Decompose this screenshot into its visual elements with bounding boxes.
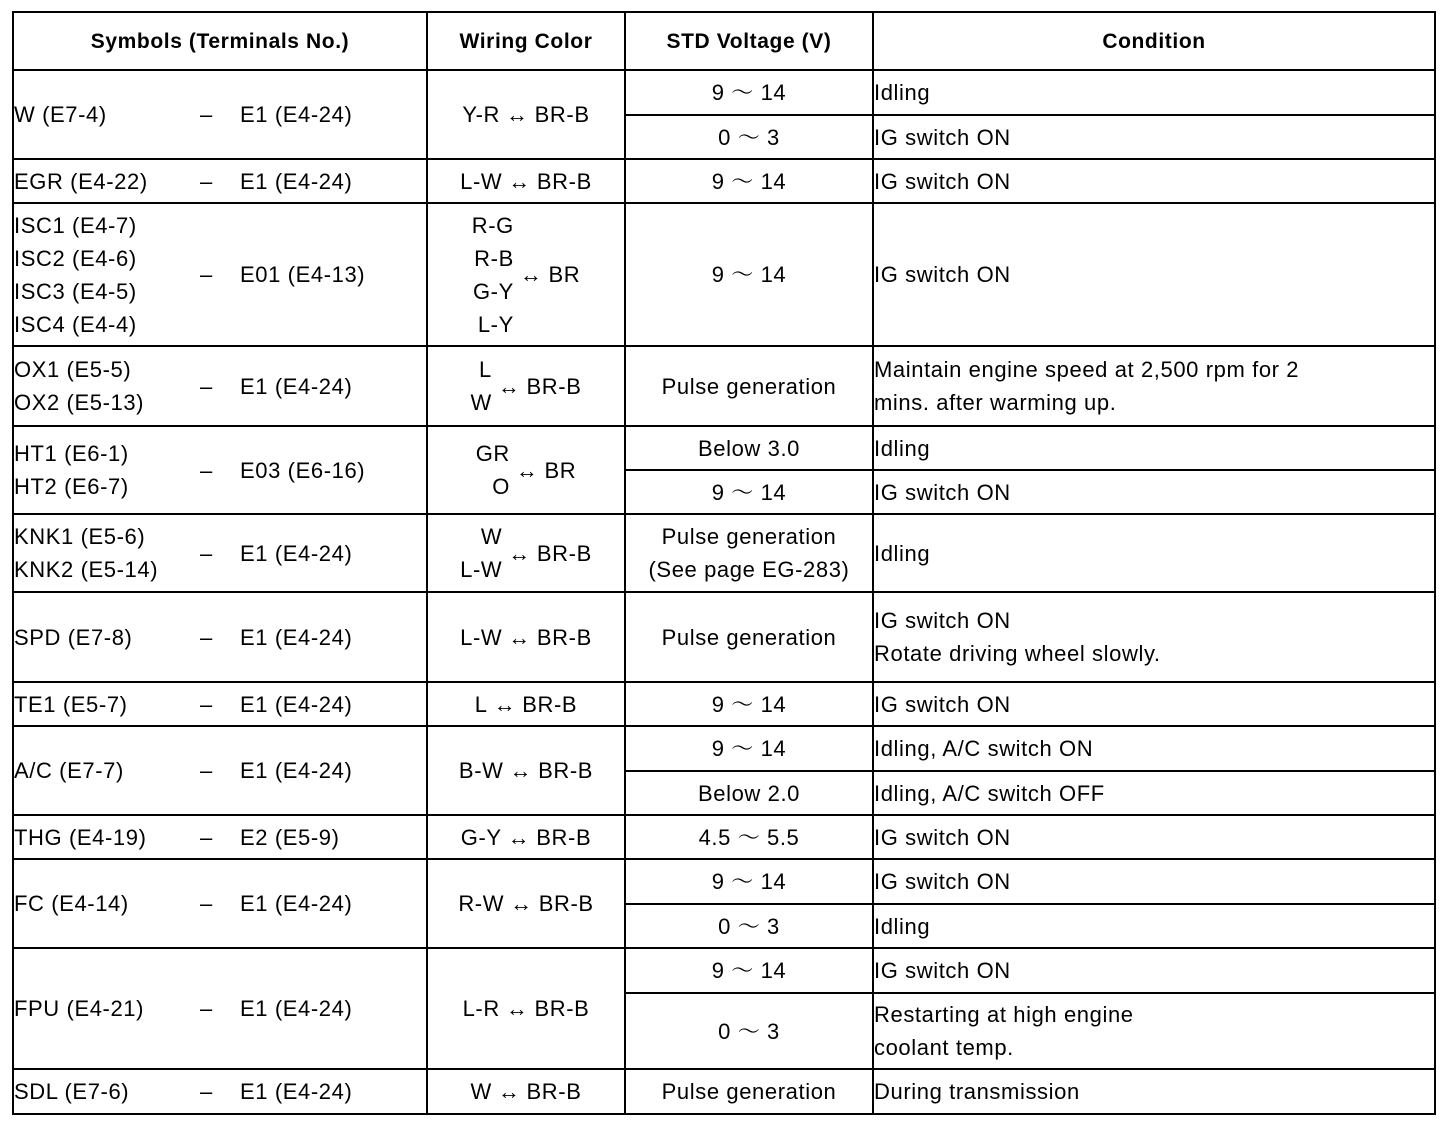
terminal-dash: –	[200, 758, 213, 783]
condition-text: IG switch ON	[874, 262, 1011, 287]
std-voltage-cell	[625, 815, 873, 859]
std-voltage-cell	[625, 159, 873, 203]
ground-terminal: E1 (E4-24)	[240, 996, 353, 1021]
std-voltage-cell	[625, 426, 873, 470]
wiring-color-cell	[427, 70, 625, 159]
wire-colors	[471, 353, 492, 419]
std-voltage-value: 9 ～ 14	[711, 736, 787, 761]
condition-cell	[873, 771, 1435, 815]
std-voltage-cell	[625, 948, 873, 993]
std-voltage-value: (See page EG-283)	[648, 557, 850, 582]
terminal-pair	[14, 992, 426, 1025]
terminal-dash: –	[200, 102, 213, 127]
condition-cell	[873, 726, 1435, 771]
terminal-dash: –	[200, 691, 213, 717]
condition-cell	[873, 426, 1435, 470]
table-row	[13, 682, 1435, 726]
std-voltage-cell	[625, 904, 873, 948]
table-row	[13, 859, 1435, 904]
ground-terminal: E1 (E4-24)	[240, 373, 353, 399]
wire-colors	[459, 754, 504, 787]
wire-ground-color: BR-B	[522, 691, 578, 717]
terminal-pair	[14, 688, 426, 721]
ground-terminal: E1 (E4-24)	[240, 102, 353, 127]
wire-ground-color: BR-B	[526, 1079, 582, 1104]
ground-terminal: E1 (E4-24)	[240, 540, 353, 566]
symbols-cell	[13, 948, 427, 1069]
wiring-color-cell	[427, 682, 625, 726]
symbols-cell	[13, 726, 427, 815]
wiring-color-cell	[427, 726, 625, 815]
double-arrow-icon: ↔	[507, 824, 531, 850]
condition-text: IG switch ON	[874, 479, 1011, 505]
std-voltage-value: 9 ～ 14	[711, 869, 787, 894]
table-row	[13, 70, 1435, 115]
wire-ground-color: BR-B	[536, 824, 592, 850]
table-row	[13, 592, 1435, 682]
signal-terminals	[14, 688, 200, 721]
wire-colors	[460, 165, 502, 198]
terminal-pair	[14, 821, 426, 854]
signal-terminal: W (E7-4)	[14, 102, 107, 127]
wiring-color-cell	[427, 815, 625, 859]
condition-text: IG switch ON	[874, 824, 1011, 850]
std-voltage-value: 0 ～ 3	[718, 913, 780, 939]
terminal-pair	[14, 353, 426, 419]
ground-terminal: E1 (E4-24)	[240, 1079, 353, 1104]
wire-colors	[462, 98, 500, 131]
ground-terminal: E1 (E4-24)	[240, 168, 353, 194]
wire-ground-color: BR-B	[536, 168, 592, 194]
condition-cell	[873, 993, 1435, 1069]
condition-cell	[873, 815, 1435, 859]
condition-text: Idling	[874, 435, 931, 461]
std-voltage-cell	[625, 993, 873, 1069]
wiring-pair	[428, 209, 624, 341]
signal-terminals	[14, 1075, 200, 1108]
wire-colors	[458, 887, 504, 920]
wiring-color-cell	[427, 514, 625, 592]
std-voltage-value: Pulse generation	[661, 524, 837, 549]
wiring-pair	[428, 688, 624, 721]
wiring-pair	[428, 520, 624, 586]
terminal-dash: –	[200, 824, 213, 850]
table-row	[13, 726, 1435, 771]
table-row	[13, 346, 1435, 426]
wiring-pair	[428, 165, 624, 198]
wiring-pair	[428, 621, 624, 654]
condition-cell	[873, 70, 1435, 115]
condition-text: mins. after warming up.	[874, 390, 1117, 415]
double-arrow-icon: ↔	[515, 457, 539, 483]
table-body	[13, 70, 1435, 1114]
std-voltage-value: 9 ～ 14	[711, 958, 787, 983]
header-symbols: Symbols (Terminals No.)	[13, 12, 427, 70]
ground-terminal: E1 (E4-24)	[240, 624, 353, 650]
wire-colors	[460, 621, 502, 654]
wire-color: L	[474, 691, 488, 717]
signal-terminal: OX2 (E5-13)	[14, 390, 145, 415]
signal-terminals	[14, 520, 200, 586]
wire-color: R-W	[458, 891, 505, 916]
wire-colors	[460, 520, 502, 586]
symbols-cell	[13, 815, 427, 859]
terminal-pair	[14, 621, 426, 654]
terminal-pair	[14, 437, 426, 503]
table-row	[13, 203, 1435, 346]
std-voltage-value: Pulse generation	[661, 1079, 837, 1104]
wire-colors	[476, 437, 510, 503]
wire-ground-color: BR-B	[536, 540, 592, 566]
wiring-pair	[428, 98, 624, 131]
wire-colors	[475, 688, 488, 721]
signal-terminal: HT1 (E6-1)	[14, 441, 129, 466]
double-arrow-icon: ↔	[497, 373, 521, 399]
wiring-color-cell	[427, 346, 625, 426]
wire-ground-color: BR	[544, 457, 577, 483]
terminal-dash: –	[200, 168, 213, 194]
condition-text: Idling, A/C switch OFF	[874, 780, 1105, 806]
std-voltage-cell	[625, 70, 873, 115]
wire-color: G-Y	[460, 824, 502, 850]
wiring-color-cell	[427, 1069, 625, 1114]
wire-color: W	[470, 390, 492, 415]
double-arrow-icon: ↔	[506, 102, 529, 127]
terminal-pair	[14, 1075, 426, 1108]
condition-text: Idling	[874, 913, 931, 939]
signal-terminals	[14, 754, 200, 787]
wire-color: B-W	[458, 758, 504, 783]
signal-terminals	[14, 209, 200, 341]
wiring-color-cell	[427, 859, 625, 948]
ground-terminal: E1 (E4-24)	[240, 758, 353, 783]
table-row	[13, 514, 1435, 592]
table-row	[13, 1069, 1435, 1114]
terminal-dash: –	[200, 373, 213, 399]
wiring-pair	[428, 754, 624, 787]
wiring-color-cell	[427, 948, 625, 1069]
wiring-pair	[428, 1075, 624, 1108]
condition-text: IG switch ON	[874, 124, 1011, 150]
std-voltage-value: 4.5 ～ 5.5	[698, 824, 800, 850]
std-voltage-value: 9 ～ 14	[711, 80, 787, 105]
double-arrow-icon: ↔	[493, 691, 517, 717]
wire-color: L-R	[462, 996, 500, 1021]
std-voltage-value: 0 ～ 3	[718, 1018, 780, 1044]
condition-text: Rotate driving wheel slowly.	[874, 641, 1161, 666]
condition-text: IG switch ON	[874, 958, 1011, 983]
signal-terminal: HT2 (E6-7)	[14, 474, 129, 499]
wire-color: Y-R	[462, 102, 501, 127]
ground-terminal: E01 (E4-13)	[240, 262, 366, 287]
wire-color: R-B	[474, 245, 514, 271]
signal-terminals	[14, 887, 200, 920]
wire-colors	[461, 821, 502, 854]
signal-terminal: ISC4 (E4-4)	[14, 311, 137, 337]
table-row	[13, 815, 1435, 859]
wiring-color-cell	[427, 159, 625, 203]
ground-terminal: E03 (E6-16)	[240, 457, 366, 483]
wiring-color-cell	[427, 203, 625, 346]
terminal-pair	[14, 209, 426, 341]
std-voltage-value: 9 ～ 14	[711, 479, 787, 505]
symbols-cell	[13, 346, 427, 426]
std-voltage-cell	[625, 470, 873, 514]
ground-terminal: E1 (E4-24)	[240, 891, 353, 916]
std-voltage-value: Pulse generation	[661, 373, 837, 399]
symbols-cell	[13, 426, 427, 514]
std-voltage-cell	[625, 682, 873, 726]
std-voltage-value: Pulse generation	[661, 624, 837, 650]
signal-terminal: A/C (E7-7)	[14, 758, 124, 783]
std-voltage-value: Below 2.0	[697, 780, 800, 806]
std-voltage-cell	[625, 203, 873, 346]
std-voltage-cell	[625, 514, 873, 592]
signal-terminals	[14, 821, 200, 854]
terminal-pair	[14, 520, 426, 586]
wire-color: L-W	[460, 624, 503, 650]
symbols-cell	[13, 859, 427, 948]
header-wiring-color: Wiring Color	[427, 12, 625, 70]
signal-terminal: ISC1 (E4-7)	[14, 212, 137, 238]
symbols-cell	[13, 159, 427, 203]
wire-ground-color: BR-B	[534, 996, 590, 1021]
symbols-cell	[13, 70, 427, 159]
double-arrow-icon: ↔	[505, 996, 529, 1021]
condition-text: Idling	[874, 540, 931, 566]
double-arrow-icon: ↔	[508, 168, 531, 194]
signal-terminals	[14, 165, 200, 198]
symbols-cell	[13, 592, 427, 682]
condition-cell	[873, 346, 1435, 426]
signal-terminal: ISC2 (E4-6)	[14, 245, 137, 271]
terminal-pair	[14, 887, 426, 920]
ground-terminal: E2 (E5-9)	[240, 824, 340, 850]
symbols-cell	[13, 514, 427, 592]
signal-terminal: EGR (E4-22)	[14, 168, 148, 194]
wire-ground-color: BR-B	[534, 102, 590, 127]
wire-color: L	[479, 357, 492, 382]
std-voltage-cell	[625, 859, 873, 904]
terminal-dash: –	[200, 996, 213, 1021]
wire-color: G-Y	[472, 278, 514, 304]
ground-terminal: E1 (E4-24)	[240, 691, 353, 717]
wire-colors	[472, 209, 514, 341]
condition-text: IG switch ON	[874, 691, 1011, 717]
std-voltage-value: Below 3.0	[697, 435, 800, 461]
wire-ground-color: BR-B	[538, 891, 594, 916]
table-row	[13, 159, 1435, 203]
condition-cell	[873, 859, 1435, 904]
symbols-cell	[13, 682, 427, 726]
wiring-pair	[428, 437, 624, 503]
condition-text: Restarting at high engine	[874, 1002, 1134, 1027]
wire-color: R-G	[471, 212, 514, 238]
std-voltage-cell	[625, 592, 873, 682]
terminal-dash: –	[200, 1079, 213, 1104]
signal-terminal: TE1 (E5-7)	[14, 691, 128, 717]
condition-text: Idling, A/C switch ON	[874, 736, 1094, 761]
terminal-pair	[14, 98, 426, 131]
condition-cell	[873, 203, 1435, 346]
wiring-pair	[428, 887, 624, 920]
signal-terminal: FC (E4-14)	[14, 891, 129, 916]
signal-terminal: ISC3 (E4-5)	[14, 278, 137, 304]
wire-color: L-W	[460, 168, 503, 194]
condition-cell	[873, 470, 1435, 514]
wire-ground-color: BR-B	[536, 624, 592, 650]
double-arrow-icon: ↔	[508, 624, 531, 650]
condition-text: IG switch ON	[874, 168, 1011, 194]
wire-colors	[463, 992, 500, 1025]
terminal-dash: –	[200, 262, 213, 287]
condition-cell	[873, 948, 1435, 993]
condition-text: IG switch ON	[874, 869, 1011, 894]
wiring-color-cell	[427, 426, 625, 514]
double-arrow-icon: ↔	[519, 262, 543, 287]
terminal-dash: –	[200, 540, 213, 566]
signal-terminal: KNK2 (E5-14)	[14, 557, 159, 582]
condition-cell	[873, 115, 1435, 159]
condition-cell	[873, 904, 1435, 948]
std-voltage-cell	[625, 726, 873, 771]
wire-color: O	[492, 474, 510, 499]
condition-cell	[873, 682, 1435, 726]
condition-text: Maintain engine speed at 2,500 rpm for 2	[874, 357, 1300, 382]
wiring-pair	[428, 821, 624, 854]
std-voltage-cell	[625, 1069, 873, 1114]
condition-cell	[873, 1069, 1435, 1114]
double-arrow-icon: ↔	[497, 1079, 521, 1104]
wiring-pair	[428, 992, 624, 1025]
condition-text: coolant temp.	[874, 1035, 1014, 1060]
std-voltage-value: 0 ～ 3	[718, 124, 780, 150]
terminal-pair	[14, 165, 426, 198]
double-arrow-icon: ↔	[509, 758, 533, 783]
wire-color: W	[470, 1079, 492, 1104]
condition-text: Idling	[874, 80, 931, 105]
table-row	[13, 948, 1435, 993]
double-arrow-icon: ↔	[510, 891, 533, 916]
signal-terminal: FPU (E4-21)	[14, 996, 145, 1021]
table-row	[13, 426, 1435, 470]
wire-color: W	[480, 524, 503, 549]
condition-text: During transmission	[874, 1079, 1080, 1104]
ecu-terminal-voltage-table	[12, 11, 1436, 1115]
condition-text: IG switch ON	[874, 608, 1011, 633]
wire-color: GR	[475, 441, 510, 466]
std-voltage-value: 9 ～ 14	[711, 691, 787, 717]
std-voltage-cell	[625, 346, 873, 426]
wire-color: L-W	[460, 557, 503, 582]
signal-terminal: KNK1 (E5-6)	[14, 524, 146, 549]
wiring-pair	[428, 353, 624, 419]
terminal-dash: –	[200, 457, 213, 483]
header-row	[13, 12, 1435, 70]
symbols-cell	[13, 1069, 427, 1114]
wiring-color-cell	[427, 592, 625, 682]
signal-terminals	[14, 98, 200, 131]
terminal-pair	[14, 754, 426, 787]
header-condition: Condition	[873, 12, 1435, 70]
condition-cell	[873, 159, 1435, 203]
signal-terminals	[14, 353, 200, 419]
signal-terminal: SPD (E7-8)	[14, 624, 133, 650]
terminal-dash: –	[200, 624, 213, 650]
symbols-cell	[13, 203, 427, 346]
header-std-voltage: STD Voltage (V)	[625, 12, 873, 70]
signal-terminal: SDL (E7-6)	[14, 1079, 130, 1104]
std-voltage-cell	[625, 115, 873, 159]
signal-terminals	[14, 992, 200, 1025]
terminal-dash: –	[200, 891, 213, 916]
std-voltage-value: 9 ～ 14	[711, 262, 787, 287]
double-arrow-icon: ↔	[508, 540, 531, 566]
signal-terminal: THG (E4-19)	[14, 824, 147, 850]
wire-ground-color: BR-B	[538, 758, 594, 783]
wire-ground-color: BR-B	[526, 373, 582, 399]
std-voltage-value: 9 ～ 14	[711, 168, 787, 194]
std-voltage-cell	[625, 771, 873, 815]
wire-color: L-Y	[477, 311, 514, 337]
signal-terminals	[14, 621, 200, 654]
signal-terminal: OX1 (E5-5)	[14, 357, 132, 382]
signal-terminals	[14, 437, 200, 503]
condition-cell	[873, 592, 1435, 682]
condition-cell	[873, 514, 1435, 592]
wire-colors	[471, 1075, 492, 1108]
wire-ground-color: BR	[548, 262, 581, 287]
